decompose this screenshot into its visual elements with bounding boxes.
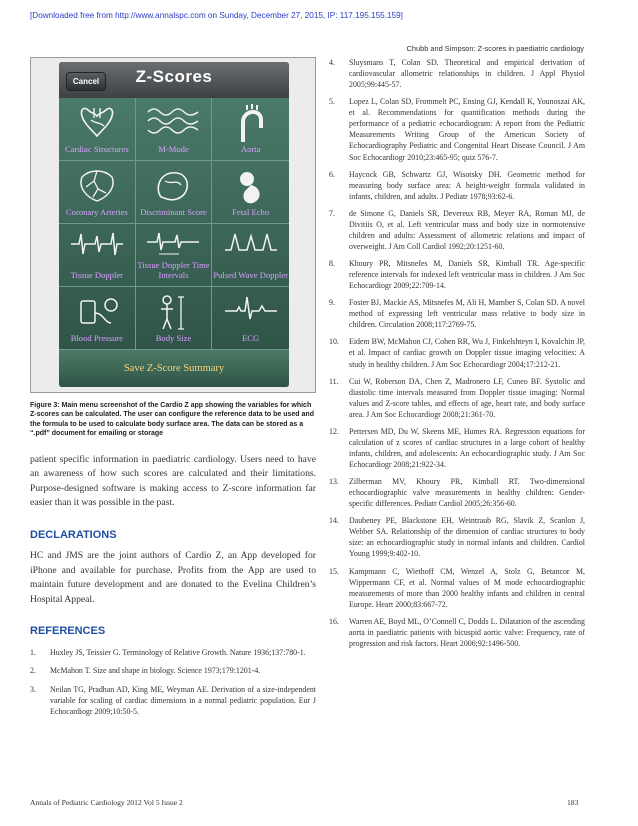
reference-text: Foster BJ, Mackie AS, Mitsnefes M, Ali H, Mamber S, Colan SD. A novel method of expressing left ventricular mass relative to body size in children. Circulation 2008;117:2769-75. xyxy=(349,298,585,330)
tile-discriminant-score[interactable] xyxy=(136,161,213,224)
reference-text: de Simone G, Daniels SR, Devereux RB, Meyer RA, Roman MJ, de Divitiis O, et al. Left ventricular mass and body size in normotensive children and adults: Assessment of allometric relations and impact of overweight. J Am Coll Cardiol 1992;20:1251-60. xyxy=(349,208,585,251)
tile-ecg[interactable] xyxy=(212,287,289,350)
tile-tissue-doppler[interactable] xyxy=(59,224,136,287)
reference-item xyxy=(329,169,585,202)
reference-number: 15. xyxy=(329,566,339,576)
reference-text: Zilberman MV, Khoury PR, Kimball RT. Two-dimensional echocardiographic valve measurements in healthy children: Gender-specific differences. Pediatr Cardiol 2005;26:356-60. xyxy=(349,477,585,509)
reference-number: 9. xyxy=(329,298,335,308)
tile-label: ECG xyxy=(242,332,260,343)
footer-journal: Annals of Pediatric Cardiology 2012 Vol 5 Issue 2 xyxy=(30,798,183,807)
tile-fetal-echo[interactable] xyxy=(212,161,289,224)
tile-label: Aorta xyxy=(240,143,261,154)
running-head: Chubb and Simpson: Z-scores in paediatric cardiology xyxy=(406,44,584,53)
tile-label: Blood Pressure xyxy=(70,332,123,343)
discriminant-score-icon xyxy=(151,167,195,205)
tile-pulsed-wave-doppler[interactable] xyxy=(212,224,289,287)
references-list-left xyxy=(30,647,316,716)
reference-item xyxy=(329,208,585,252)
app-title: Z-Scores xyxy=(135,67,213,86)
references-heading: REFERENCES xyxy=(30,625,106,638)
reference-item xyxy=(30,684,316,717)
reference-number: 14. xyxy=(329,516,339,526)
ecg-icon xyxy=(223,293,279,323)
tissue-doppler-time-icon xyxy=(145,230,201,256)
reference-number: 5. xyxy=(329,97,335,107)
tile-label: Fetal Echo xyxy=(232,206,270,217)
caption-label: Figure 3: xyxy=(30,402,60,409)
tile-label: Pulsed Wave Doppler xyxy=(213,269,288,280)
references-list-right xyxy=(329,57,585,649)
tile-cardiac-structures[interactable] xyxy=(59,98,136,161)
reference-number: 4. xyxy=(329,58,335,67)
blood-pressure-icon xyxy=(75,293,119,333)
tile-blood-pressure[interactable] xyxy=(59,287,136,350)
reference-text: Neilan TG, Pradhan AD, King ME, Weyman AE. Derivation of a size-independent variable for scaling of cardiac dimensions in a normal pediatric population. Eur J Echocardiogr 2009;10:50-5. xyxy=(50,684,316,716)
reference-number: 8. xyxy=(329,259,335,268)
tile-tissue-doppler-time-intervals[interactable] xyxy=(136,224,213,287)
reference-item xyxy=(329,426,585,470)
aorta-icon xyxy=(231,104,271,144)
reference-text: Huxley JS, Teissier G. Terminology of Relative Growth. Nature 1936;137:780-1. xyxy=(50,648,306,658)
right-column xyxy=(329,57,585,655)
reference-number: 3. xyxy=(30,684,36,694)
declarations-heading: DECLARATIONS xyxy=(30,529,117,542)
reference-text: Daubeney PE, Blackstone EH, Weintraub RG, Slavik Z, Scanlon J, Webber SA. Relationship of the dimension of cardiac structures to body size: an echocardiographic study in normal infants and children. Cardiol Young 1999;9:402-10. xyxy=(349,516,585,559)
reference-number: 10. xyxy=(329,337,339,347)
reference-item xyxy=(329,515,585,559)
download-watermark: [Downloaded free from http://www.annalspc.com on Sunday, December 27, 2015, IP: 117.195.155.159] xyxy=(30,11,403,20)
reference-item xyxy=(329,297,585,330)
reference-item xyxy=(329,566,585,610)
reference-item xyxy=(329,57,585,90)
app-header xyxy=(59,62,289,98)
left-column xyxy=(30,57,316,724)
reference-item xyxy=(329,258,585,291)
reference-item xyxy=(30,665,316,676)
reference-item xyxy=(329,96,585,162)
reference-text: Pettersen MD, Du W, Skeens ME, Humes RA. Regression equations for calculation of z scores of cardiac structures in a large cohort of healthy infants, children, and adolescents: An echocardiographic study. J Am Soc Echocardiogr 2008;21:922-34. xyxy=(349,426,585,469)
reference-item xyxy=(30,647,316,658)
tissue-doppler-icon xyxy=(69,230,125,260)
reference-text: McMahon T. Size and shape in biology. Science 1973;179:1201-4. xyxy=(50,666,261,676)
tile-label: M-Mode xyxy=(158,143,189,154)
tile-label: Discriminant Score xyxy=(140,206,207,217)
reference-number: 1. xyxy=(30,648,36,658)
cancel-button[interactable]: Cancel xyxy=(66,72,106,91)
tile-m-mode[interactable] xyxy=(136,98,213,161)
reference-text: Khoury PR, Mitsnefes M, Daniels SR, Kimball TR. Age-specific reference intervals for indexed left ventricular mass in children. J Am Soc Echocardiogr 2009;22:709-14. xyxy=(349,259,585,291)
reference-text: Cui W, Roberson DA, Chen Z, Madronero LF, Cuneo BF. Systolic and diastolic time intervals measured from Doppler tissue imaging: Normal values and Z-score tables, and effects of age, heart rate, and body surface area. J Am Soc Echocardiogr 2008;21:361-70. xyxy=(349,376,585,419)
figure-caption xyxy=(30,401,316,439)
reference-text: Haycock GB, Schwartz GJ, Wisotsky DH. Geometric method for measuring body surface area: A height-weight formula validated in infants, children, and adults. J Pediatr 1978;93:62-6. xyxy=(349,169,585,201)
fetal-echo-icon xyxy=(231,167,271,207)
app-screenshot xyxy=(59,62,289,387)
caption-text: Main menu screenshot of the Cardio Z app showing the variables for which Z-scores can be calculated. The user can configure the reference data to be used and the formula to be used to calculate body surface area. The data can be stored as a “.pdf” document for emailing or storage xyxy=(30,402,314,438)
reference-number: 7. xyxy=(329,208,335,218)
reference-text: Eidem BW, McMahon CJ, Cohen RR, Wu J, Finkelshteyn I, Kovalchin JP, et al. Impact of cardiac growth on Doppler tissue imaging velocities: A study in healthy children. J Am Soc Echocardiogr 2004;17:212-21. xyxy=(349,337,585,369)
reference-item xyxy=(329,476,585,509)
tile-label: Tissue Doppler Time Intervals xyxy=(137,260,210,280)
reference-number: 11. xyxy=(329,376,339,386)
save-summary-button[interactable]: Save Z-Score Summary xyxy=(59,350,289,387)
reference-text: Sluysmans T, Colan SD. Theoretical and empirical derivation of cardiovascular allometric relationships in children. J Appl Physiol 2005;99:445-57. xyxy=(349,58,585,90)
reference-text: Kampmann C, Wiethoff CM, Wenzel A, Stolz G, Betancor M, Wippermann CF, et al. Normal values of M mode echocardiographic measurements of more than 2000 healthy infants and children in central Europe. Heart 2000;83:667-72. xyxy=(349,566,585,609)
declarations-text: HC and JMS are the joint authors of Cardio Z, an App developed for iPhone and available for purchase. Profits from the App are used to maintain future development and are donated to the Evelina Children’s Hospital Appeal. xyxy=(30,550,316,605)
footer-page-number: 183 xyxy=(567,798,579,807)
menu-grid xyxy=(59,98,289,350)
tile-label: Coronary Arteries xyxy=(65,206,128,217)
reference-number: 6. xyxy=(329,169,335,179)
figure-3 xyxy=(30,57,316,393)
tile-label: Tissue Doppler xyxy=(70,269,124,280)
reference-number: 12. xyxy=(329,426,339,436)
pulsed-wave-doppler-icon xyxy=(223,230,279,256)
reference-item xyxy=(329,376,585,420)
body-size-icon xyxy=(155,293,191,333)
m-mode-icon xyxy=(146,104,200,138)
reference-number: 16. xyxy=(329,616,339,626)
coronary-arteries-icon xyxy=(74,167,120,203)
reference-text: Warren AE, Boyd ML, O’Connell C, Dodds L. Dilatation of the ascending aorta in paediatric patients with bicuspid aortic valve: Frequency, rate of progression and risk factors. Heart 2006;92:1496-500. xyxy=(349,616,585,648)
reference-number: 2. xyxy=(30,666,36,676)
reference-text: Lopez L, Colan SD, Frommelt PC, Ensing GJ, Kendall K, Younoszai AK, et al. Recommendations for quantification methods during the performance of a pediatric echocardiogram: A report from the Pediatric Measurements Writing Group of the American Society of Echocardiography Pediatric and Congenital Heart Disease Council. J Am Soc Echocardiogr 2010;23:465-95; quiz 576-7. xyxy=(349,97,585,162)
reference-number: 13. xyxy=(329,477,339,487)
tile-coronary-arteries[interactable] xyxy=(59,161,136,224)
reference-item xyxy=(329,336,585,369)
heart-structures-icon xyxy=(74,104,120,142)
tile-aorta[interactable] xyxy=(212,98,289,161)
reference-item xyxy=(329,616,585,649)
tile-body-size[interactable] xyxy=(136,287,213,350)
tile-label: Cardiac Structures xyxy=(64,143,129,154)
body-paragraph: patient specific information in paediatric cardiology. Users need to have an awareness of how such scores are calculated and their limitations. Purpose-designed software is making access to Z-score information far easier than it was possible in the past. xyxy=(30,453,316,509)
tile-label: Body Size xyxy=(155,332,192,343)
